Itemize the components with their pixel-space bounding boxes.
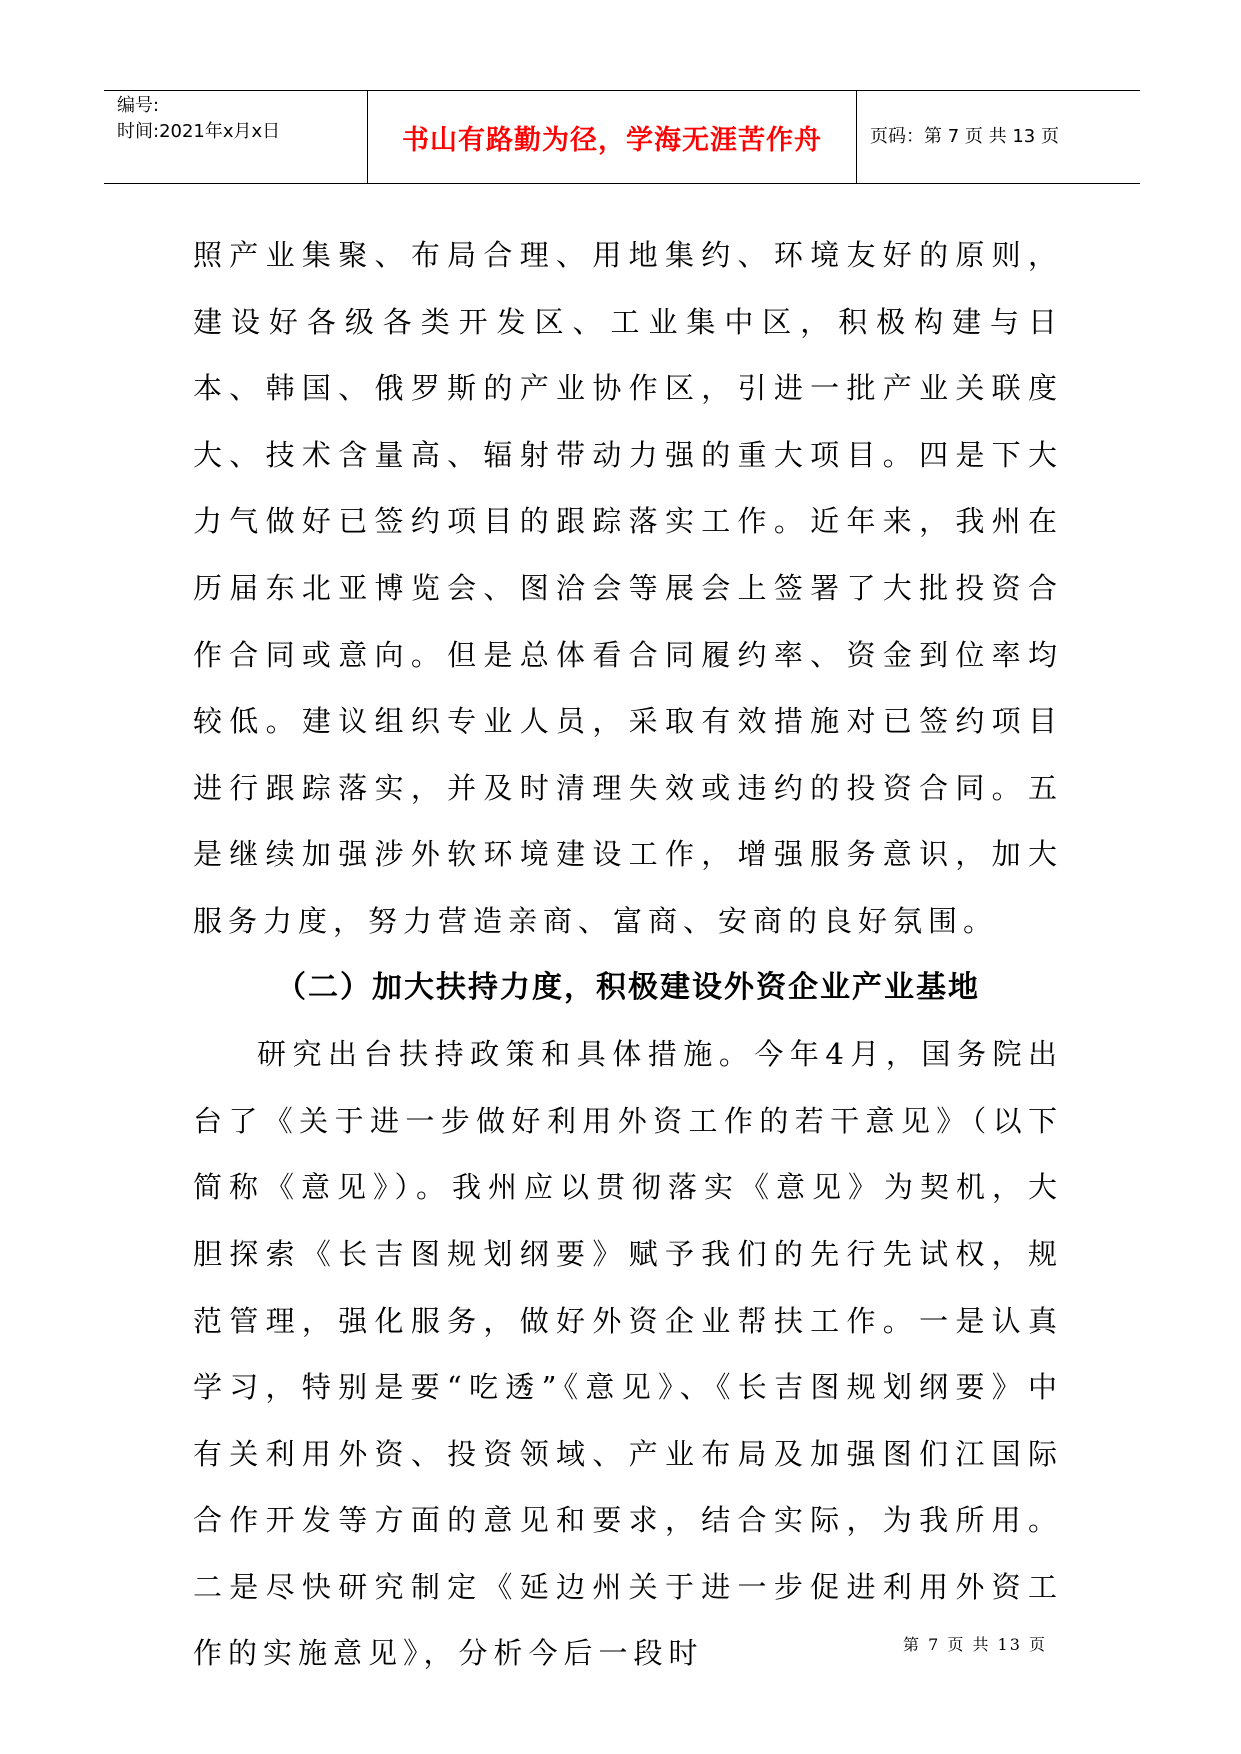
header-left-cell [104,91,367,183]
page-header [104,90,1140,184]
doc-number-label: 编号: [117,95,160,116]
header-right-cell [856,91,1140,183]
header-motto: 书山有路勤为径，学海无涯苦作舟 [402,124,822,156]
page-footer: 第 7 页 共 13 页 [903,1635,1047,1654]
doc-time-label: 时间:2021年x月x日 [117,121,281,142]
header-center-cell [367,91,857,183]
document-body [193,222,1063,1687]
body-paragraph-1: 照产业集聚、布局合理、用地集约、环境友好的原则，建设好各级各类开发区、工业集中区，积极构建与日本、韩国、俄罗斯的产业协作区，引进一批产业关联度大、技术含量高、辐射带动力强的重大项目。四是下大力气做好已签约项目的跟踪落实工作。近年来，我州在历届东北亚博览会、图洽会等展会上签署了大批投资合作合同或意向。但是总体看合同履约率、资金到位率均较低。建议组织专业人员，采取有效措施对已签约项目进行跟踪落实，并及时清理失效或违约的投资合同。五是继续加强涉外软环境建设工作，增强服务意识，加大服务力度，努力营造亲商、富商、安商的良好氛围。 [193,238,1063,938]
body-paragraph-2: 研究出台扶持政策和具体措施。今年4月，国务院出台了《关于进一步做好利用外资工作的若干意见》（以下简称《意见》）。我州应以贯彻落实《意见》为契机，大胆探索《长吉图规划纲要》赋予我们的先行先试权，规范管理，强化服务，做好外资企业帮扶工作。一是认真学习，特别是要“吃透”《意见》、《长吉图规划纲要》中有关利用外资、投资领域、产业布局及加强图们江国际合作开发等方面的意见和要求，结合实际，为我所用。二是尽快研究制定《延边州关于进一步促进利用外资工作的实施意见》，分析今后一段时 [193,1037,1063,1671]
header-page-number: 页码：第 7 页 共 13 页 [870,126,1059,147]
section-heading: （二）加大扶持力度，积极建设外资企业产业基地 [276,969,980,1005]
